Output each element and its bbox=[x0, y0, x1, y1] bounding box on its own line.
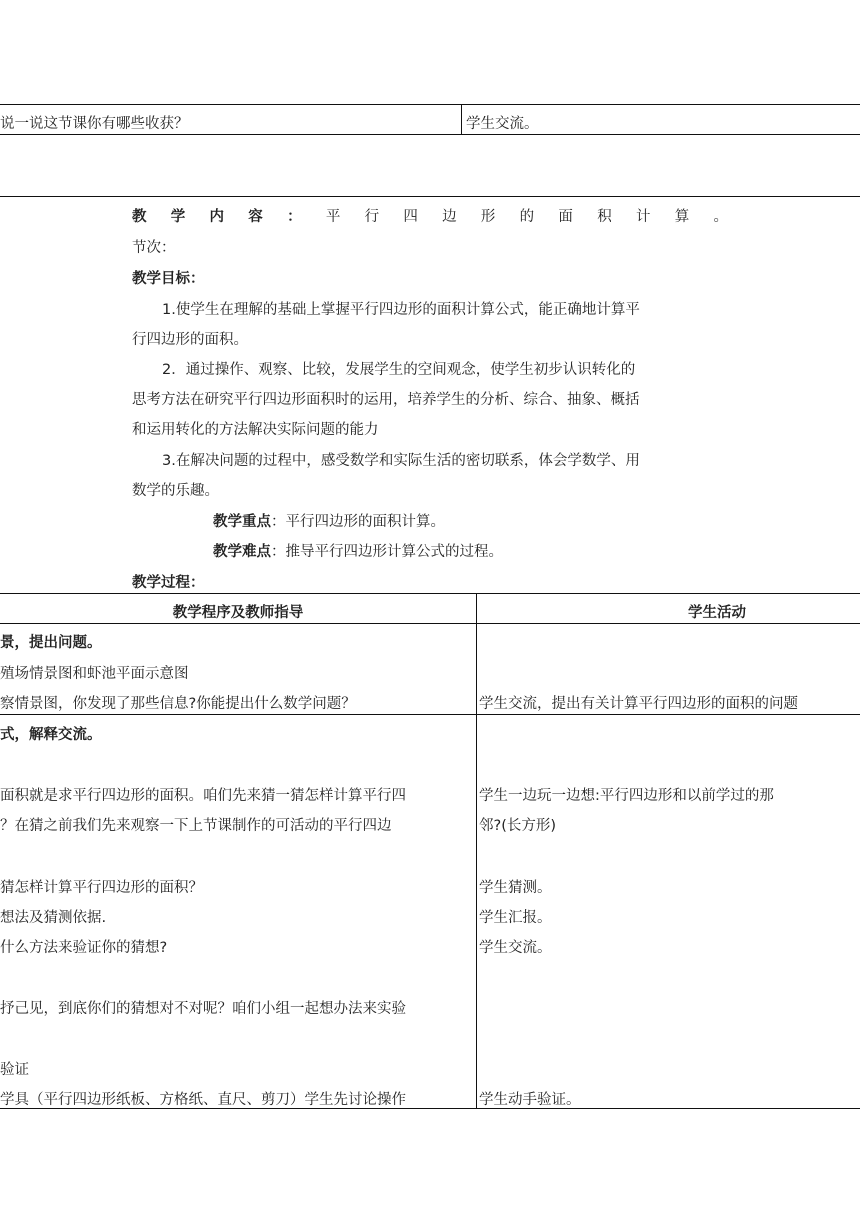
process-heading: 教学过程： bbox=[132, 575, 205, 591]
block2-heading: 式，解释交流。 bbox=[0, 727, 102, 743]
process-table-block-divider bbox=[0, 714, 860, 715]
goal1-line2: 行四边形的面积。 bbox=[132, 332, 248, 348]
lesson-title-char: 容 bbox=[248, 209, 263, 225]
block2-line1: 面积就是求平行四边形的面积。咱们先来猜一猜怎样计算平行四 bbox=[0, 788, 406, 804]
lesson-title-char: 的 bbox=[519, 209, 535, 225]
lesson-title-char: 形 bbox=[480, 209, 496, 225]
lesson-title-char: 计 bbox=[635, 209, 651, 225]
top-table-border-bottom bbox=[0, 134, 860, 135]
lesson-title-char: 四 bbox=[403, 209, 418, 225]
block1-student1: 学生交流，提出有关计算平行四边形的面积的问题 bbox=[479, 696, 798, 712]
block2-student4: 学生汇报。 bbox=[479, 910, 552, 926]
lesson-title-char: 学 bbox=[170, 209, 186, 225]
block2-line8: 学具（平行四边形纸板、方格纸、直尺、剪刀）学生先讨论操作 bbox=[0, 1092, 406, 1108]
lesson-title-char: 边 bbox=[442, 209, 457, 225]
difficulty-text: ：推导平行四边形计算公式的过程。 bbox=[271, 544, 503, 560]
block2-line6: 抒己见，到底你们的猜想对不对呢？咱们小组一起想办法来实验 bbox=[0, 1001, 406, 1017]
block2-student5: 学生交流。 bbox=[479, 940, 552, 956]
difficulty bbox=[213, 540, 503, 561]
block1-line1: 殖场情景图和虾池平面示意图 bbox=[0, 666, 189, 682]
process-header-left: 教学程序及教师指导 bbox=[172, 605, 304, 621]
block2-line7: 验证 bbox=[0, 1062, 29, 1078]
top-table-right-cell: 学生交流。 bbox=[466, 116, 539, 132]
block2-line5: 什么方法来验证你的猜想? bbox=[0, 940, 168, 956]
lesson-title-char: 教 bbox=[132, 209, 147, 225]
block2-student2: 邻?(长方形) bbox=[479, 818, 557, 834]
top-table-border-top bbox=[0, 104, 860, 105]
lesson-title-char: 行 bbox=[364, 209, 380, 225]
block2-line3: 猜怎样计算平行四边形的面积？ bbox=[0, 880, 203, 896]
goal2-line3: 和运用转化的方法解决实际问题的能力 bbox=[132, 422, 379, 438]
goals-heading: 教学目标： bbox=[132, 271, 205, 287]
process-table-column-divider bbox=[476, 593, 477, 1109]
key-point bbox=[213, 510, 445, 531]
process-table-border-top bbox=[0, 593, 860, 594]
lesson-title bbox=[132, 205, 728, 226]
key-point-label: 教学重点 bbox=[213, 514, 271, 530]
process-table-header-bottom bbox=[0, 623, 860, 624]
process-header-right: 学生活动 bbox=[688, 605, 746, 621]
block2-line2: ？在猜之前我们先来观察一下上节课制作的可活动的平行四边 bbox=[0, 818, 392, 834]
lesson-title-char: ： bbox=[287, 209, 302, 225]
block2-student6: 学生动手验证。 bbox=[479, 1092, 581, 1108]
section-label: 节次： bbox=[132, 240, 176, 256]
lesson-title-char: 平 bbox=[325, 209, 341, 225]
lesson-title-char: 算 bbox=[674, 209, 690, 225]
goal1-line1: 1.使学生在理解的基础上掌握平行四边形的面积计算公式，能正确地计算平 bbox=[162, 302, 640, 318]
goal3-line1: 3.在解决问题的过程中，感受数学和实际生活的密切联系，体会学数学、用 bbox=[162, 453, 640, 469]
block2-student1: 学生一边玩一边想:平行四边形和以前学过的那 bbox=[479, 788, 774, 804]
lesson-title-char: 内 bbox=[209, 209, 225, 225]
top-table-left-cell: 说一说这节课你有哪些收获？ bbox=[0, 116, 189, 132]
section-separator bbox=[0, 196, 860, 197]
top-table-divider bbox=[461, 104, 462, 135]
block2-student3: 学生猜测。 bbox=[479, 880, 552, 896]
lesson-title-char: 积 bbox=[597, 209, 612, 225]
block1-line2: 察情景图，你发现了那些信息?你能提出什么数学问题？ bbox=[0, 696, 356, 712]
block2-line4: 想法及猜测依据. bbox=[0, 910, 107, 926]
goal2-line1: 2．通过操作、观察、比较，发展学生的空间观念，使学生初步认识转化的 bbox=[162, 362, 636, 378]
difficulty-label: 教学难点 bbox=[213, 544, 271, 560]
lesson-title-char: 面 bbox=[558, 209, 573, 225]
key-point-text: ：平行四边形的面积计算。 bbox=[271, 514, 445, 530]
block1-heading: 景，提出问题。 bbox=[0, 635, 102, 651]
goal2-line2: 思考方法在研究平行四边形面积时的运用，培养学生的分析、综合、抽象、概括 bbox=[132, 392, 640, 408]
lesson-title-char: 。 bbox=[713, 209, 728, 225]
goal3-line2: 数学的乐趣。 bbox=[132, 483, 219, 499]
